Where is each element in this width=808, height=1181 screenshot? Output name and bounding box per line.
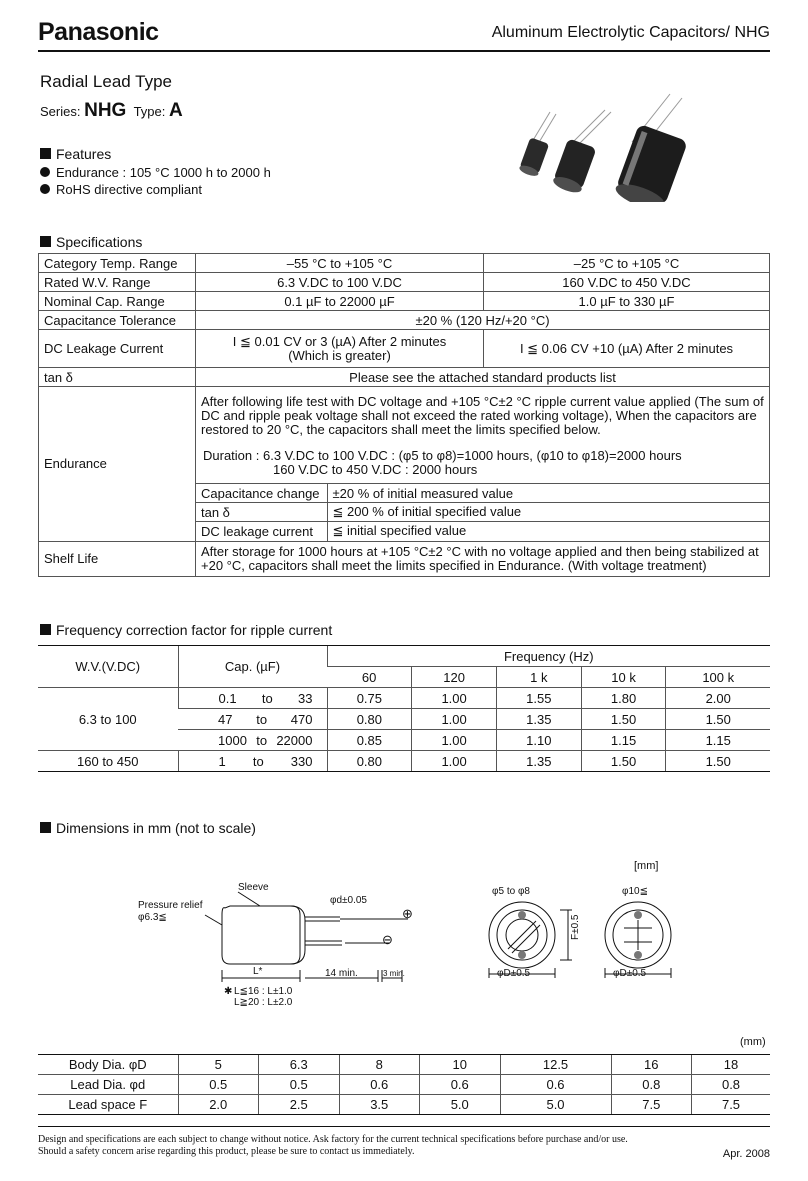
large-size-label: φ10≦	[622, 886, 648, 897]
endurance-limits-table: Capacitance change ±20 % of initial measured value tan δ ≦ 200 % of initial specified value DC leakage current ≦ initial specified value	[196, 483, 769, 541]
publication-date: Apr. 2008	[722, 1148, 770, 1160]
relief-dim-label: φ6.3≦	[138, 912, 167, 923]
square-bullet-icon	[40, 236, 51, 247]
square-bullet-icon	[40, 148, 51, 159]
features-list	[40, 164, 271, 198]
body-dia-label: φD±0.5	[497, 968, 531, 979]
page-header	[38, 18, 770, 52]
table-row: Nominal Cap. Range 0.1 µF to 22000 µF 1.0 µF to 330 µF	[39, 292, 770, 311]
frequency-table: W.V.(V.DC) Cap. (µF) Frequency (Hz) 60 120 1 k 10 k 100 k 6.3 to 100 0.1 to 33 0.75 1.00 1.55 1.80 2.00 47 to 470 0.80 1.00 1.35 1.50 1.50 1000 to 22000 0.85 1.00 1.10 1.15 1.15 160 to 450 1 to 330 0.80 1.00 1.35 1.50 1.50	[38, 645, 770, 772]
table-row: tan δ Please see the attached standard products list	[39, 368, 770, 387]
small-size-label: φ5 to φ8	[492, 886, 530, 897]
min14-label: 14 min.	[325, 968, 358, 979]
frequency-heading: Frequency correction factor for ripple current	[40, 622, 332, 638]
length-note-2: L≧20 : L±2.0	[234, 997, 293, 1008]
length-label: L*	[253, 966, 263, 977]
specifications-table	[38, 253, 770, 577]
brand-logo: Panasonic	[38, 18, 159, 46]
table-row: Body Dia. φD 5 6.3 8 10 12.5 16 18	[38, 1055, 770, 1075]
table-row: Lead space F 2.0 2.5 3.5 5.0 5.0 7.5 7.5	[38, 1095, 770, 1115]
unit-label: [mm]	[634, 860, 659, 872]
square-bullet-icon	[40, 822, 51, 833]
bullet-icon	[40, 184, 50, 194]
document-title: Aluminum Electrolytic Capacitors/ NHG	[491, 24, 770, 41]
bullet-icon	[40, 167, 50, 177]
lead-dia-label: φd±0.05	[330, 895, 367, 906]
sleeve-label: Sleeve	[238, 882, 269, 893]
unit-label: (mm)	[740, 1036, 766, 1048]
features-heading: Features	[40, 146, 111, 162]
list-item: Endurance : 105 °C 1000 h to 2000 h	[40, 164, 271, 181]
dimension-diagram	[130, 870, 690, 1010]
endurance-text: After following life test with DC voltage and +105 °C±2 °C ripple current value applied (The sum of DC and ripple peak voltage shall not exceed the rated working voltage), When the capacitors are restored to 20 °C, the capacitors shall meet the limits specified below.	[201, 394, 764, 437]
table-row: Capacitance Tolerance ±20 % (120 Hz/+20 °C)	[39, 311, 770, 330]
list-item: RoHS directive compliant	[40, 181, 271, 198]
minus-icon: ⊖	[382, 932, 393, 947]
lead-space-label: F±0.5	[570, 914, 581, 940]
min3-label: 3 min.	[383, 969, 405, 978]
table-row: Category Temp. Range –55 °C to +105 °C –25 °C to +105 °C	[39, 254, 770, 273]
table-row: 1000 to 22000 0.85 1.00 1.10 1.15 1.15	[38, 730, 770, 751]
type-label: Type:	[133, 104, 166, 119]
series-value: NHG	[84, 100, 127, 121]
asterisk-icon: ✱	[224, 986, 233, 997]
body-dia-label: φD±0.5	[613, 968, 647, 979]
type-value: A	[168, 100, 183, 121]
dimensions-heading: Dimensions in mm (not to scale)	[40, 820, 256, 836]
series-label: Series:	[40, 104, 81, 119]
duration-line-2: 160 V.DC to 450 V.DC : 2000 hours	[273, 462, 478, 477]
table-row: 6.3 to 100 0.1 to 33 0.75 1.00 1.55 1.80 2.00	[38, 688, 770, 709]
table-row: Lead Dia. φd 0.5 0.5 0.6 0.6 0.6 0.8 0.8	[38, 1075, 770, 1095]
table-row: Endurance After following life test with DC voltage and +105 °C±2 °C ripple current value applied (The sum of DC and ripple peak voltage shall not exceed the rated working voltage), When the capacitors are restored to 20 °C, the capacitors shall meet the limits specified below. Duration : 6.3 V.DC to 100 V.DC : (φ5 to φ8)=1000 hours, (φ10 to φ18)=2000 hours 160 V.DC to 450 V.DC : 2000 hours Capacitance change ±20 % of initial measured value tan δ ≦ 200 % of initial specified value DC leakage current ≦ initial specified value	[39, 387, 770, 542]
length-note-1: L≦16 : L±1.0	[234, 986, 293, 997]
dimensions-table	[38, 1054, 770, 1115]
pressure-relief-label: Pressure relief	[138, 900, 203, 911]
table-row: 160 to 450 1 to 330 0.80 1.00 1.35 1.50 1.50	[38, 751, 770, 772]
capacitor-photo	[510, 92, 710, 202]
footer-disclaimer: Design and specifications are each subject to change without notice. Ask factory for the current technical specifications before purchase and/or use. Should a safety concern arise regarding this product, please be sure to contact us immediately.	[38, 1126, 770, 1158]
table-row: DC Leakage Current I ≦ 0.01 CV or 3 (µA) After 2 minutes (Which is greater) I ≦ 0.06 CV +10 (µA) After 2 minutes	[39, 330, 770, 368]
specifications-heading: Specifications	[40, 234, 142, 250]
table-row: Shelf Life After storage for 1000 hours at +105 °C±2 °C with no voltage applied and then being stabilized at +20 °C, capacitors shall meet the limits specified in Endurance. (With voltage treatment)	[39, 541, 770, 576]
duration-line-1: Duration : 6.3 V.DC to 100 V.DC : (φ5 to φ8)=1000 hours, (φ10 to φ18)=2000 hours	[203, 448, 682, 463]
table-row: 47 to 470 0.80 1.00 1.35 1.50 1.50	[38, 709, 770, 730]
square-bullet-icon	[40, 624, 51, 635]
series-line	[40, 100, 183, 122]
plus-icon: ⊕	[402, 906, 413, 921]
lead-type-title: Radial Lead Type	[40, 72, 173, 91]
table-row: Rated W.V. Range 6.3 V.DC to 100 V.DC 160 V.DC to 450 V.DC	[39, 273, 770, 292]
